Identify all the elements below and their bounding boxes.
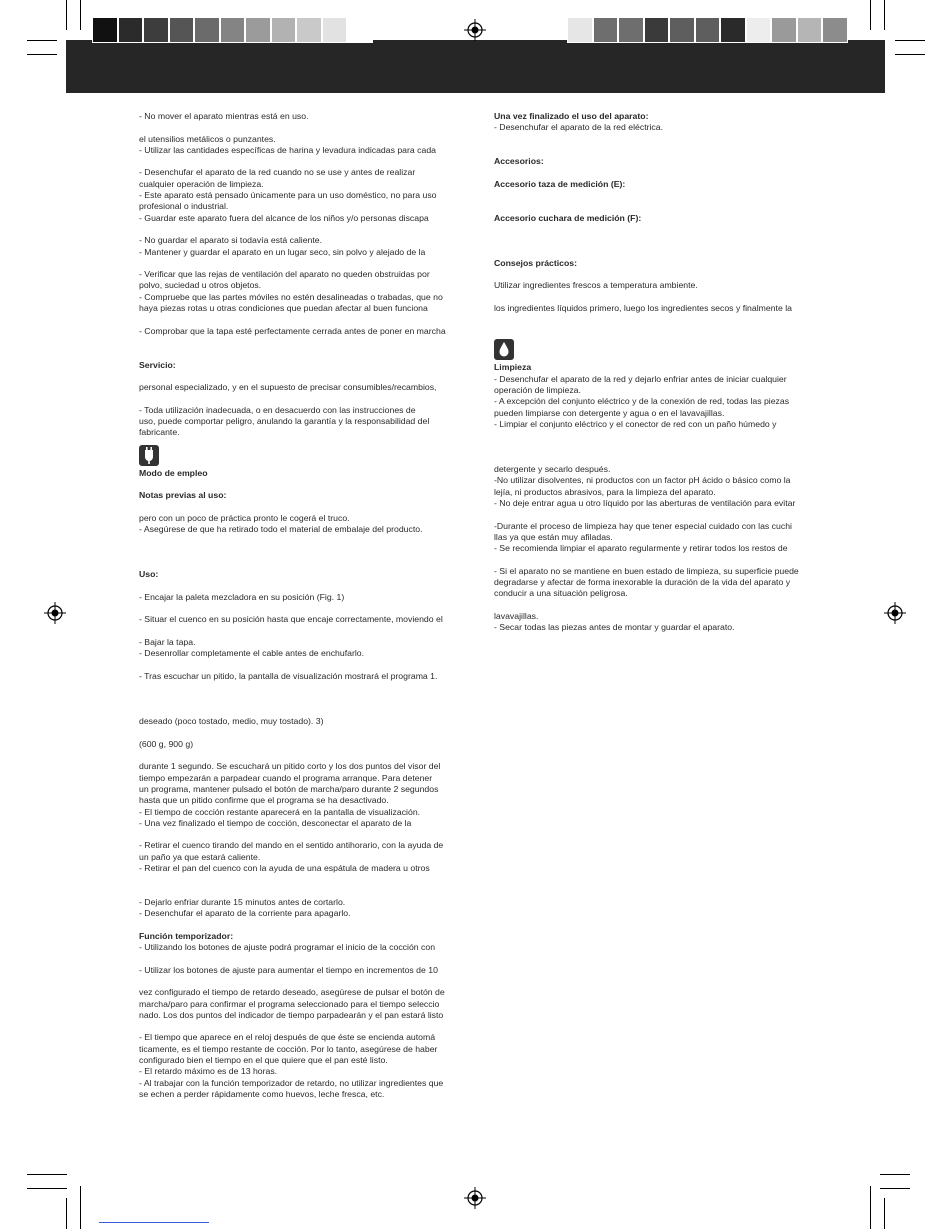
bottom-link-line <box>99 1222 209 1223</box>
color-swatch <box>118 17 144 43</box>
section-title-limpieza: Limpieza <box>494 362 532 373</box>
text-line: -Durante el proceso de limpieza hay que tener especial cuidado con las cuchi <box>494 520 792 531</box>
text-line: - Desenchufar el aparato de la red y dejarlo enfriar antes de iniciar cualquier <box>494 373 787 384</box>
section-title-consejos: Consejos prácticos: <box>494 257 578 268</box>
registration-mark-icon <box>884 602 906 624</box>
text-line: - Desenchufar el aparato de la corriente para apagarlo. <box>139 908 351 919</box>
text-line: - Si el aparato no se mantiene en buen estado de limpieza, su superficie puede <box>494 565 799 576</box>
text-line: deseado (poco tostado, medio, muy tostado). 3) <box>139 716 324 727</box>
text-line: - Utilizar las cantidades específicas de harina y levadura indicadas para cada <box>139 144 436 155</box>
section-title-uso: Uso: <box>139 569 159 580</box>
water-drop-icon <box>494 339 514 360</box>
text-line: - Desenchufar el aparato de la red cuando no se use y antes de realizar <box>139 167 416 178</box>
registration-mark-icon <box>464 1187 486 1209</box>
text-line: ticamente, es el tiempo restante de cocción. Por lo tanto, asegúrese de haber <box>139 1043 438 1054</box>
header-bar <box>66 40 885 93</box>
text-line: detergente y secarlo después. <box>494 464 611 475</box>
color-swatch <box>245 17 271 43</box>
crop-mark <box>895 40 925 41</box>
text-line: - Dejarlo enfriar durante 15 minutos antes de cortarlo. <box>139 896 346 907</box>
text-line: el utensilios metálicos o punzantes. <box>139 133 276 144</box>
color-swatch <box>143 17 169 43</box>
text-line: - Se recomienda limpiar el aparato regularmente y retirar todos los restos de <box>494 543 788 554</box>
text-line: - El tiempo de cocción restante aparecerá en la pantalla de visualización. <box>139 806 421 817</box>
color-swatch <box>347 17 373 43</box>
text-line: - Al trabajar con la función temporizador de retardo, no utilizar ingredientes que <box>139 1077 444 1088</box>
color-swatch <box>771 17 797 43</box>
color-swatch <box>194 17 220 43</box>
text-line: tiempo empezarán a parpadear cuando el programa arranque. Para detener <box>139 772 433 783</box>
text-line: profesional o industrial. <box>139 201 229 212</box>
crop-mark <box>870 0 871 30</box>
text-line: - Desenchufar el aparato de la red eléctrica. <box>494 122 664 133</box>
text-line: se echen a perder rápidamente como huevos, leche fresca, etc. <box>139 1088 385 1099</box>
text-line: - Secar todas las piezas antes de montar y guardar el aparato. <box>494 622 735 633</box>
text-line: vez configurado el tiempo de retardo deseado, asegúrese de pulsar el botón de <box>139 987 445 998</box>
registration-mark-icon <box>464 19 486 41</box>
crop-mark <box>80 0 81 30</box>
crop-mark <box>895 54 925 55</box>
color-swatch <box>593 17 619 43</box>
color-swatch <box>220 17 246 43</box>
text-line: - Asegúrese de que ha retirado todo el material de embalaje del producto. <box>139 524 423 535</box>
crop-mark <box>27 40 57 41</box>
text-line: - Una vez finalizado el tiempo de cocción, desconectar el aparato de la <box>139 817 412 828</box>
crop-mark <box>884 1198 885 1229</box>
color-swatch <box>567 17 593 43</box>
text-line: - Situar el cuenco en su posición hasta que encaje correctamente, moviendo el <box>139 614 443 625</box>
text-line: nado. Los dos puntos del indicador de tiempo parpadearán y el pan estará listo <box>139 1009 444 1020</box>
text-line: personal especializado, y en el supuesto de precisar consumibles/recambios, <box>139 382 437 393</box>
text-line: lavavajillas. <box>494 610 539 621</box>
section-title-temporizador: Función temporizador: <box>139 930 234 941</box>
text-line: - Encajar la paleta mezcladora en su posición (Fig. 1) <box>139 591 345 602</box>
text-line: - Utilizando los botones de ajuste podrá programar el inicio de la cocción con <box>139 942 436 953</box>
crop-mark <box>80 1186 81 1229</box>
text-line: - Verificar que las rejas de ventilación del aparato no queden obstruidas por <box>139 269 430 280</box>
text-line: - El tiempo que aparece en el reloj después de que éste se encienda automá <box>139 1032 436 1043</box>
color-swatch <box>169 17 195 43</box>
text-line: - Guardar este aparato fuera del alcance de los niños y/o personas discapa <box>139 212 429 223</box>
text-line: pueden limpiarse con detergente y agua o en el lavavajillas. <box>494 407 725 418</box>
text-line: - Comprobar que la tapa esté perfectamente cerrada antes de poner en marcha <box>139 325 446 336</box>
section-title-taza: Accesorio taza de medición (E): <box>494 178 626 189</box>
crop-mark <box>27 54 57 55</box>
color-swatch <box>720 17 746 43</box>
text-line: - No deje entrar agua u otro líquido por las aberturas de ventilación para evitar <box>494 497 796 508</box>
text-line: configurado bien el tiempo en el que quiere que el pan esté listo. <box>139 1055 388 1066</box>
text-line: operación de limpieza. <box>494 384 581 395</box>
text-line: - Toda utilización inadecuada, o en desacuerdo con las instrucciones de <box>139 404 416 415</box>
text-line: polvo, suciedad u otros objetos. <box>139 280 262 291</box>
crop-mark <box>66 1198 67 1229</box>
registration-mark-icon <box>44 602 66 624</box>
text-line: fabricante. <box>139 427 180 438</box>
text-line: (600 g, 900 g) <box>139 738 194 749</box>
text-line: llas ya que están muy afiladas. <box>494 531 613 542</box>
text-line: los ingredientes líquidos primero, luego los ingredientes secos y finalmente la <box>494 303 792 314</box>
section-title-servicio: Servicio: <box>139 359 176 370</box>
section-title-notas: Notas previas al uso: <box>139 490 227 501</box>
section-title-accesorios: Accesorios: <box>494 156 544 167</box>
color-swatch <box>322 17 348 43</box>
section-title-modo-empleo: Modo de empleo <box>139 467 208 478</box>
color-bar-left <box>92 17 373 43</box>
text-line: durante 1 segundo. Se escuchará un pitido corto y los dos puntos del visor del <box>139 761 441 772</box>
text-line: - Limpiar el conjunto eléctrico y el conector de red con un paño húmedo y <box>494 418 777 429</box>
crop-mark <box>880 1174 910 1175</box>
text-line: -No utilizar disolventes, ni productos con un factor pH ácido o básico como la <box>494 475 791 486</box>
text-line: - Bajar la tapa. <box>139 637 196 648</box>
color-swatch <box>92 17 118 43</box>
text-line: - A excepción del conjunto eléctrico y de la conexión de red, todas las piezas <box>494 396 790 407</box>
text-line: - Utilizar los botones de ajuste para aumentar el tiempo en incrementos de 10 <box>139 964 438 975</box>
color-swatch <box>644 17 670 43</box>
text-line: degradarse y afectar de forma inexorable la duración de la vida del aparato y <box>494 576 791 587</box>
text-line: - Mantener y guardar el aparato en un lugar seco, sin polvo y alejado de la <box>139 246 426 257</box>
text-line: - El retardo máximo es de 13 horas. <box>139 1066 278 1077</box>
crop-mark <box>870 1186 871 1229</box>
text-line: haya piezas rotas u otras condiciones que puedan afectar al buen funciona <box>139 303 428 314</box>
text-line: - Retirar el cuenco tirando del mando en el sentido antihorario, con la ayuda de <box>139 840 444 851</box>
text-line: lejía, ni productos abrasivos, para la limpieza del aparato. <box>494 486 716 497</box>
color-swatch <box>695 17 721 43</box>
text-line: - Compruebe que las partes móviles no estén desalineadas o trabadas, que no <box>139 291 443 302</box>
text-line: conducir a una situación peligrosa. <box>494 588 628 599</box>
text-line: - Retirar el pan del cuenco con la ayuda de una espátula de madera u otros <box>139 863 430 873</box>
text-line: Utilizar ingredientes frescos a temperatura ambiente. <box>494 280 698 291</box>
crop-mark <box>884 0 885 30</box>
color-swatch <box>746 17 772 43</box>
text-line: uso, puede comportar peligro, anulando la garantía y la responsabilidad del <box>139 416 430 427</box>
plug-icon <box>139 445 159 466</box>
text-line: un programa, mantener pulsado el botón de marcha/paro durante 2 segundos <box>139 783 439 794</box>
text-line: - No mover el aparato mientras está en uso. <box>139 111 309 121</box>
section-title-cuchara: Accesorio cuchara de medición (F): <box>494 212 642 223</box>
text-line: marcha/paro para confirmar el programa seleccionado para el tiempo seleccio <box>139 998 440 1009</box>
text-line: - Este aparato está pensado únicamente para un uso doméstico, no para uso <box>139 190 437 201</box>
color-swatch <box>822 17 848 43</box>
color-swatch <box>797 17 823 43</box>
color-swatch <box>296 17 322 43</box>
text-line: - Desenrollar completamente el cable antes de enchufarlo. <box>139 648 365 659</box>
text-line: un paño ya que estará caliente. <box>139 851 261 862</box>
text-line: hasta que un pitido confirme que el programa se ha desactivado. <box>139 795 389 806</box>
crop-mark <box>27 1188 67 1189</box>
text-line: cualquier operación de limpieza. <box>139 178 264 189</box>
crop-mark <box>880 1188 910 1189</box>
text-line: pero con un poco de práctica pronto le cogerá el truco. <box>139 512 350 523</box>
left-column <box>139 111 479 1100</box>
color-swatch <box>669 17 695 43</box>
text-line: - No guardar el aparato si todavía está caliente. <box>139 235 323 246</box>
right-column <box>494 111 834 633</box>
section-title-finalizado: Una vez finalizado el uso del aparato: <box>494 111 649 121</box>
color-swatch <box>618 17 644 43</box>
text-line: - Tras escuchar un pitido, la pantalla de visualización mostrará el programa 1. <box>139 670 438 681</box>
crop-mark <box>66 0 67 30</box>
color-bar-right <box>567 17 848 43</box>
color-swatch <box>271 17 297 43</box>
crop-mark <box>27 1174 67 1175</box>
